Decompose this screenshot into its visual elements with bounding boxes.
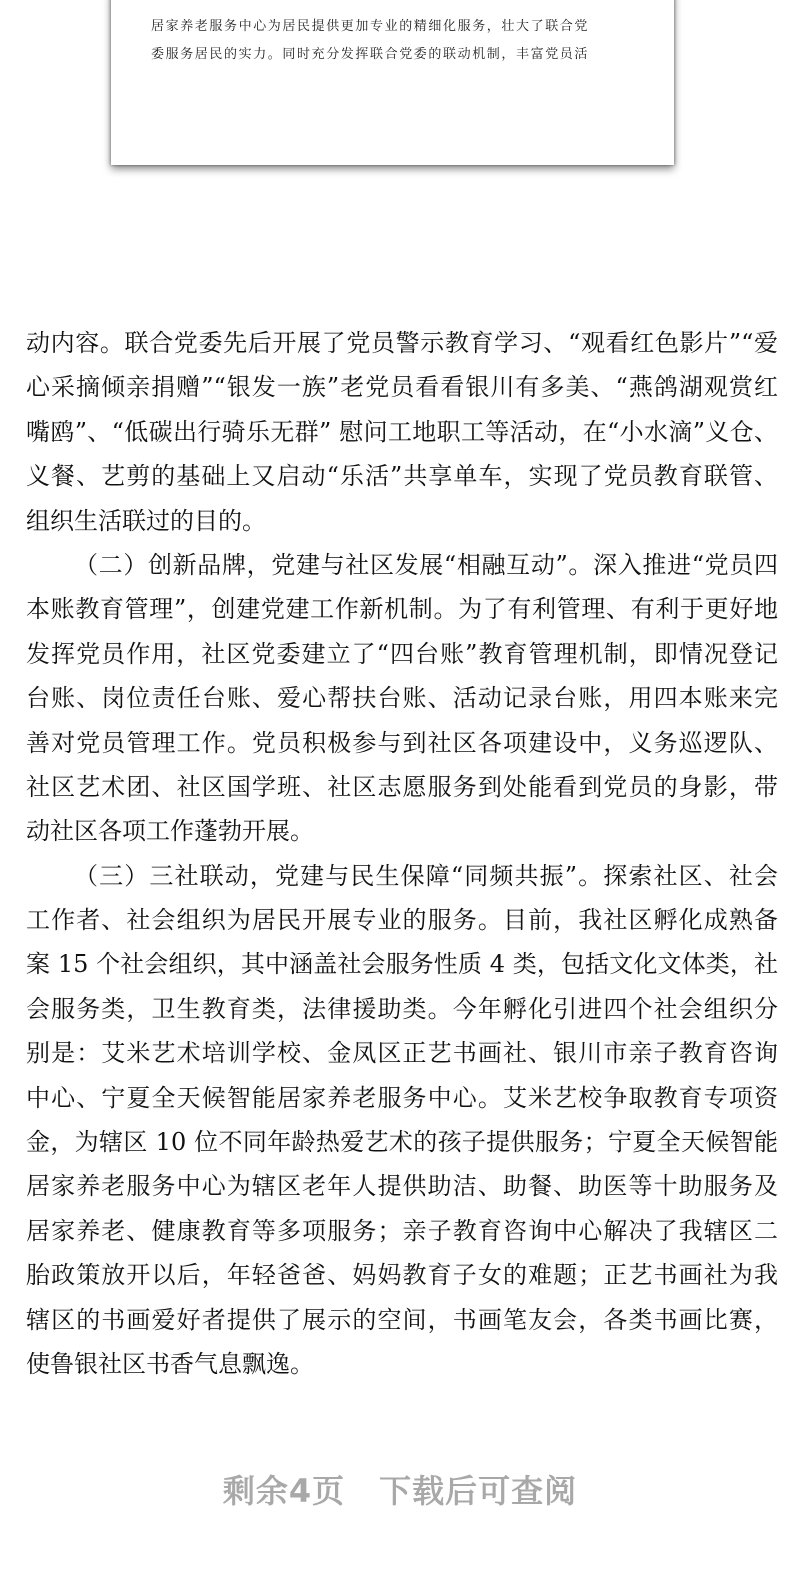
paragraph xyxy=(26,321,778,543)
text-line: 动社区各项工作蓬勃开展。 xyxy=(26,817,314,846)
text-line: 组织生活联过的目的。 xyxy=(26,506,266,535)
text-line: 中心、宁夏全天候智能居家养老服务中心。艾米艺校争取教育专项资 xyxy=(26,1083,778,1112)
text-line: 居家养老、健康教育等多项服务；亲子教育咨询中心解决了我辖区二 xyxy=(26,1216,778,1245)
text-line: 使鲁银社区书香气息飘逸。 xyxy=(26,1349,314,1378)
text-line: 胎政策放开以后，年轻爸爸、妈妈教育子女的难题；正艺书画社为我 xyxy=(26,1261,778,1290)
text-line: 本账教育管理”，创建党建工作新机制。为了有利管理、有利于更好地 xyxy=(26,595,778,624)
paragraph xyxy=(26,854,778,1387)
text-line: 心采摘倾亲捐赠”“银发一族”老党员看看银川有多美、“燕鸽湖观赏红 xyxy=(26,373,778,402)
text-line: 嘴鸥”、“低碳出行骑乐无群” 慰问工地职工等活动，在“小水滴”义仓、 xyxy=(26,417,778,446)
text-line: 发挥党员作用，社区党委建立了“四台账”教育管理机制，即情况登记 xyxy=(26,639,778,668)
text-line: （二）创新品牌，党建与社区发展“相融互动”。深入推进“党员四 xyxy=(74,550,778,579)
text-line: 金，为辖区 10 位不同年龄热爱艺术的孩子提供服务；宁夏全天候智能 xyxy=(26,1128,778,1157)
document-body xyxy=(26,321,778,1386)
text-line: （三）三社联动，党建与民生保障“同频共振”。探索社区、社会 xyxy=(74,861,778,890)
text-line: 动内容。联合党委先后开展了党员警示教育学习、“观看红色影片”“爱 xyxy=(26,329,778,357)
text-line: 善对党员管理工作。党员积极参与到社区各项建设中，义务巡逻队、 xyxy=(26,728,778,757)
preview-line: 委服务居民的实力。同时充分发挥联合党委的联动机制，丰富党员活 xyxy=(151,47,590,62)
preview-line: 居家养老服务中心为居民提供更加专业的精细化服务，壮大了联合党 xyxy=(151,19,590,34)
download-to-view-label: 下载后可查阅 xyxy=(379,1472,578,1510)
text-line: 义餐、艺剪的基础上又启动“乐活”共享单车，实现了党员教育联管、 xyxy=(26,462,778,491)
previous-page-preview xyxy=(111,0,674,165)
text-line: 台账、岗位责任台账、爱心帮扶台账、活动记录台账，用四本账来完 xyxy=(26,684,778,713)
paragraph xyxy=(26,543,778,854)
text-line: 会服务类，卫生教育类，法律援助类。今年孵化引进四个社会组织分 xyxy=(26,994,778,1023)
remaining-pages-label: 剩余4页 xyxy=(222,1472,346,1510)
text-line: 案 15 个社会组织，其中涵盖社会服务性质 4 类，包括文化文体类，社 xyxy=(26,950,778,979)
text-line: 社区艺术团、社区国学班、社区志愿服务到处能看到党员的身影，带 xyxy=(26,772,778,801)
download-prompt[interactable] xyxy=(0,1466,800,1512)
text-line: 工作者、社会组织为居民开展专业的服务。目前，我社区孵化成熟备 xyxy=(26,906,778,935)
text-line: 居家养老服务中心为辖区老年人提供助洁、助餐、助医等十助服务及 xyxy=(26,1172,778,1201)
text-line: 别是：艾米艺术培训学校、金凤区正艺书画社、银川市亲子教育咨询 xyxy=(26,1039,778,1068)
text-line: 辖区的书画爱好者提供了展示的空间，书画笔友会，各类书画比赛， xyxy=(26,1305,778,1334)
